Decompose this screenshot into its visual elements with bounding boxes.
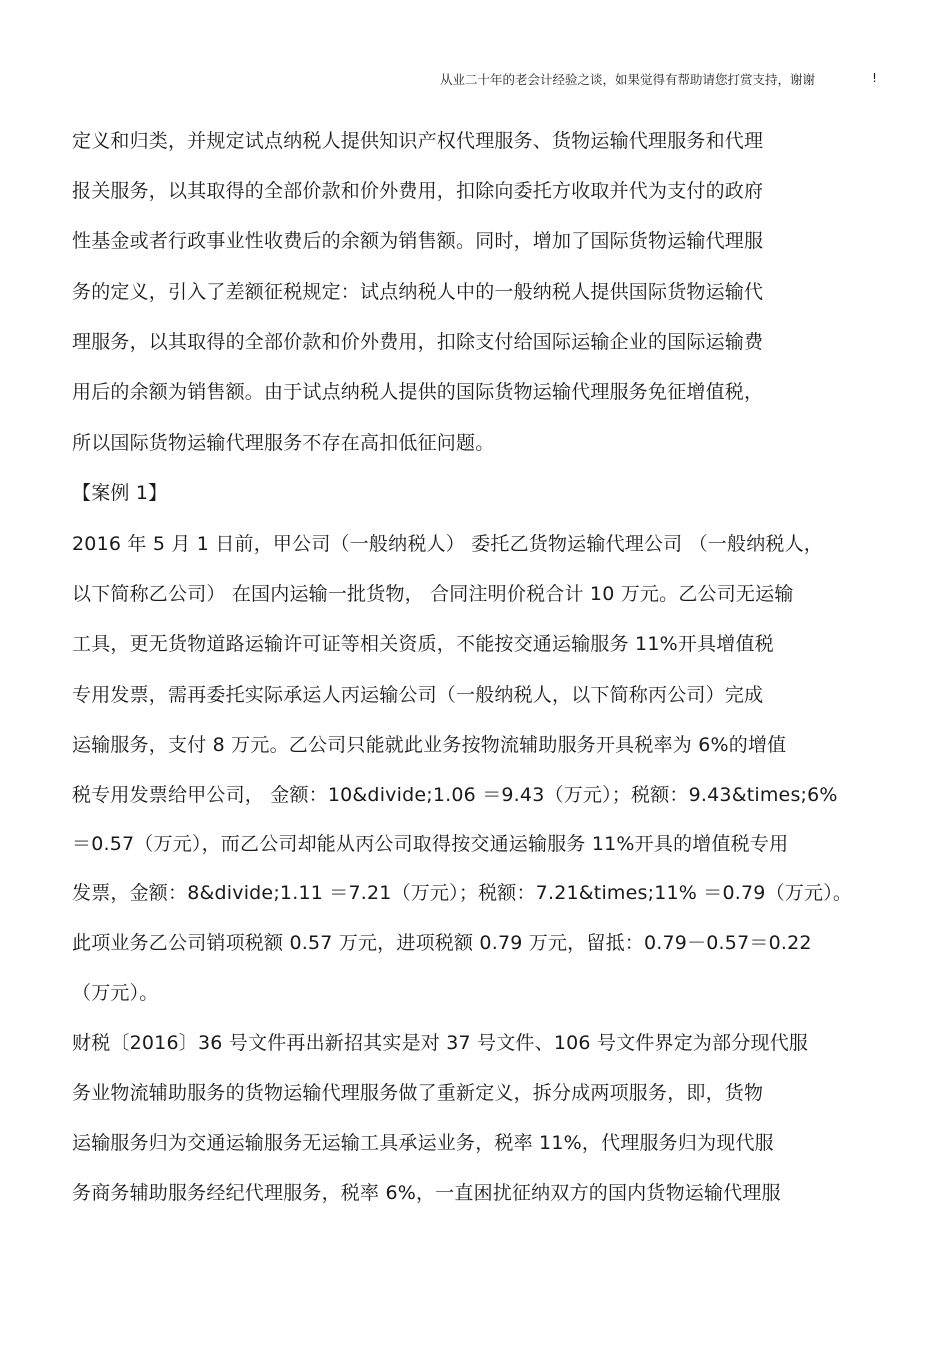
text-line: 以下简称乙公司） 在国内运输一批货物， 合同注明价税合计 10 万元。乙公司无运输 xyxy=(72,583,794,605)
header-mark: ! xyxy=(872,70,878,85)
text-line: 税专用发票给甲公司， 金额：10&divide;1.06 ＝9.43（万元）；税额：9.43&times;6% xyxy=(72,784,838,806)
text-line: 理服务，以其取得的全部价款和价外费用，扣除支付给国际运输企业的国际运输费 xyxy=(72,331,764,353)
text-line: 工具，更无货物道路运输许可证等相关资质，不能按交通运输服务 11%开具增值税 xyxy=(72,633,774,655)
text-line: 所以国际货物运输代理服务不存在高扣低征问题。 xyxy=(72,432,495,454)
text-line: 务业物流辅助服务的货物运输代理服务做了重新定义，拆分成两项服务，即，货物 xyxy=(72,1082,764,1104)
text-line: ＝0.57（万元），而乙公司却能从丙公司取得按交通运输服务 11%开具的增值税专用 xyxy=(72,833,789,855)
text-line: 报关服务，以其取得的全部价款和价外费用，扣除向委托方收取并代为支付的政府 xyxy=(72,180,764,202)
text-line: （万元）。 xyxy=(72,982,159,1004)
text-line: 定义和归类，并规定试点纳税人提供知识产权代理服务、货物运输代理服务和代理 xyxy=(72,130,764,152)
text-line: 专用发票，需再委托实际承运人丙运输公司（一般纳税人，以下简称丙公司）完成 xyxy=(72,684,764,706)
text-line: 运输服务归为交通运输服务无运输工具承运业务，税率 11%，代理服务归为现代服 xyxy=(72,1132,774,1154)
text-line: 2016 年 5 月 1 日前，甲公司（一般纳税人） 委托乙货物运输代理公司 （一般纳税人， xyxy=(72,533,824,555)
text-line: 发票，金额：8&divide;1.11 ＝7.21（万元）；税额：7.21&times;11% ＝0.79（万元）。 xyxy=(72,882,853,904)
text-line: 性基金或者行政事业性收费后的余额为销售额。同时，增加了国际货物运输代理服 xyxy=(72,230,764,252)
text-line: 运输服务，支付 8 万元。乙公司只能就此业务按物流辅助服务开具税率为 6%的增值 xyxy=(72,734,787,756)
text-line: 财税〔2016〕36 号文件再出新招其实是对 37 号文件、106 号文件界定为部分现代服 xyxy=(72,1032,809,1054)
text-line: 用后的余额为销售额。由于试点纳税人提供的国际货物运输代理服务免征增值税， xyxy=(72,381,764,403)
text-line: 务的定义，引入了差额征税规定：试点纳税人中的一般纳税人提供国际货物运输代 xyxy=(72,281,764,303)
text-line: 此项业务乙公司销项税额 0.57 万元，进项税额 0.79 万元，留抵：0.79－0.57＝0.22 xyxy=(72,932,812,954)
header-note: 从业二十年的老会计经验之谈，如果觉得有帮助请您打赏支持，谢谢 xyxy=(440,72,816,87)
text-line: 务商务辅助服务经纪代理服务，税率 6%，一直困扰征纳双方的国内货物运输代理服 xyxy=(72,1182,781,1204)
case-heading: 【案例 1】 xyxy=(72,482,168,504)
